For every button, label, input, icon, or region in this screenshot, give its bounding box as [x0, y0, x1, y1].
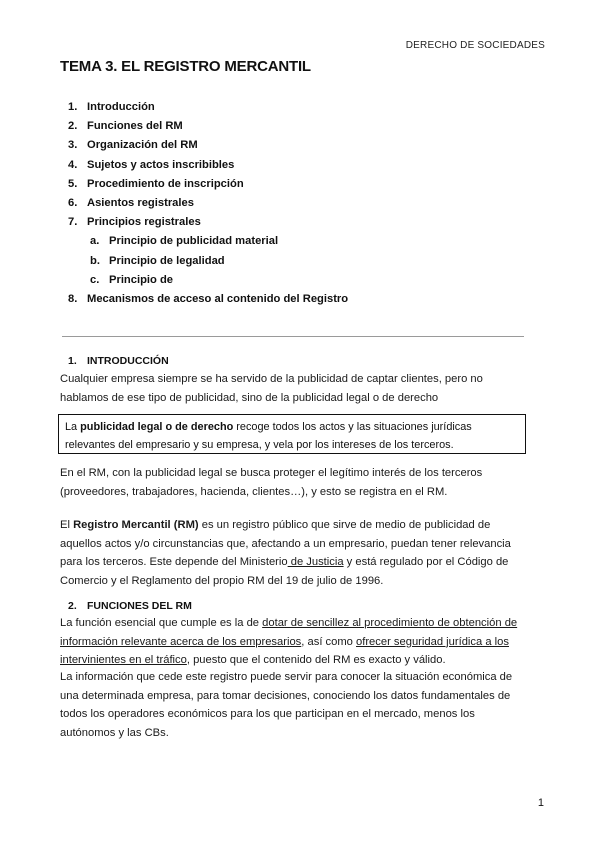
toc-number: 6.: [68, 196, 78, 209]
toc-item: [68, 98, 348, 117]
toc-label: Principio de: [109, 273, 174, 286]
toc-number: 8.: [68, 292, 78, 305]
toc-number: b.: [90, 254, 100, 267]
funciones-paragraph-1: [60, 614, 530, 670]
f1-text-b: , así como: [301, 635, 356, 648]
f1-text-a: La función esencial que cumple es la de: [60, 617, 263, 629]
p3-text-b: y está regulado por el Código de Comercio y el Reglamento del propio RM del 19 de julio de 1996.: [60, 556, 509, 587]
toc-number: a.: [90, 235, 100, 248]
toc-item: [68, 175, 348, 194]
toc-number: 5.: [68, 177, 78, 190]
toc-subitem: [68, 271, 348, 290]
toc-label: Introducción: [87, 101, 155, 113]
registro-mercantil-term: Registro Mercantil (RM): [73, 519, 199, 531]
toc-label: Organización del RM: [87, 139, 198, 152]
toc-subitem: [68, 232, 348, 251]
toc-label: Procedimiento de inscripción: [87, 177, 244, 190]
intro-paragraph-3: [60, 516, 530, 590]
section-number: 1.: [68, 355, 77, 367]
toc-number: 2.: [68, 120, 78, 133]
f1-text-c: , puesto que el contenido del RM es exacto y válido.: [186, 654, 446, 666]
toc-label: Sujetos y actos inscribibles: [87, 158, 235, 171]
section-heading-intro: [68, 355, 169, 367]
toc-item: [68, 213, 348, 232]
section-number: 2.: [68, 600, 77, 612]
page-number: 1: [537, 797, 544, 809]
definition-term: publicidad legal o de derecho: [80, 421, 234, 433]
toc-item: [68, 290, 348, 309]
definition-box: [58, 414, 526, 454]
toc-label: Principios registrales: [87, 216, 201, 229]
table-of-contents: [68, 98, 348, 309]
toc-subitem: [68, 252, 348, 271]
toc-number: 4.: [68, 158, 78, 171]
section-title: INTRODUCCIÓN: [87, 355, 169, 367]
p3-text-a: es un registro público que sirve de medio de publicidad de aquellos actos y/o circunstancias que, afectando a un empresario, puedan tener relevancia para los terceros. Este depende del Ministerio: [60, 519, 511, 568]
toc-label: Asientos registrales: [87, 196, 194, 209]
p3-pre: El: [60, 519, 74, 531]
section-title: FUNCIONES DEL RM: [87, 600, 192, 612]
section-heading-funciones: [68, 600, 192, 612]
intro-paragraph-2: En el RM, con la publicidad legal se busca proteger el legítimo interés de los terceros (proveedores, trabajadores, hacienda, clientes…), y esto se registra en el RM.: [60, 467, 483, 498]
document-title: TEMA 3. EL REGISTRO MERCANTIL: [60, 58, 311, 75]
definition-text-pre: La: [65, 421, 81, 433]
toc-item: [68, 136, 348, 155]
section-divider: [62, 336, 524, 337]
toc-number: 1.: [68, 101, 78, 113]
toc-label: Mecanismos de acceso al contenido del Registro: [87, 292, 349, 305]
toc-number: c.: [90, 273, 100, 286]
funciones-paragraph-2: La información que cede este registro puede servir para conocer la situación económica de una determinada empresa, para tomar decisiones, conociendo los datos fundamentales de todos los operadores económicos para los que participan en el mercado, menos los autónomos y las CBs.: [60, 671, 513, 739]
toc-label: Funciones del RM: [87, 120, 183, 133]
toc-number: 3.: [68, 139, 78, 152]
toc-item: [68, 194, 348, 213]
toc-item: [68, 156, 348, 175]
toc-label: Principio de publicidad material: [109, 235, 279, 248]
intro-paragraph-1: Cualquier empresa siempre se ha servido de la publicidad de captar clientes, pero no hablamos de ese tipo de publicidad, sino de la publicidad legal o de derecho: [60, 373, 483, 404]
definition-text-post: recoge todos los actos y las situaciones jurídicas relevantes del empresario y su empresa, y vela por los intereses de los terceros.: [65, 421, 472, 451]
f1-underlined-2: ofrecer seguridad jurídica a los intervinientes en el tráfico: [60, 635, 509, 666]
toc-label: Principio de legalidad: [109, 254, 225, 267]
ministerio-justicia-text: de Justicia: [287, 556, 344, 568]
toc-number: 7.: [68, 216, 78, 229]
toc-item: [68, 117, 348, 136]
f1-underlined-1: dotar de sencillez al procedimiento de obtención de información relevante acerca de los empresarios: [60, 617, 518, 648]
document-header: DERECHO DE SOCIEDADES: [405, 40, 545, 51]
